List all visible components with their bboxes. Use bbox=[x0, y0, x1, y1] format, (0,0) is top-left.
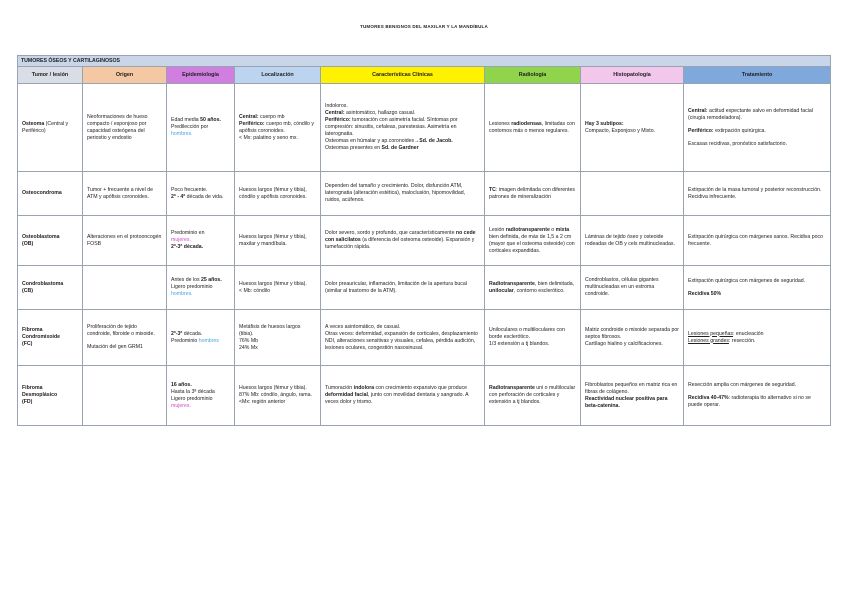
clinica-cell bbox=[321, 84, 485, 172]
trat-text: : resección. bbox=[728, 337, 756, 344]
clin-text: asintomático, hallazgo casual. bbox=[344, 110, 416, 116]
epi-highlight: hombres. bbox=[171, 131, 193, 137]
trat-text: extirpación quirúrgica. bbox=[713, 127, 766, 134]
histopatologia-cell bbox=[581, 310, 684, 366]
origen-cell bbox=[83, 266, 167, 310]
table-row bbox=[18, 310, 831, 366]
table-row bbox=[18, 266, 831, 310]
rad-text: uni o multilocular con perforación de corticales y extensión a tj blandos. bbox=[489, 385, 576, 405]
localizacion-cell bbox=[235, 310, 321, 366]
clin-text: Otras veces: deformidad, expansión de corticales, desplazamiento NDI, alteraciones sensitivas y visuales, cefalea, pérdida audición, lesiones oculares, congestión nasosinusal. bbox=[325, 330, 478, 351]
histopatologia-cell bbox=[581, 84, 684, 172]
table-row bbox=[18, 172, 831, 216]
clin-text: tumoración con asimetría facial. Síntomas por compresión: sinusitis, cefaleas, parestesias. Asimetría en laterognatia. bbox=[325, 117, 458, 137]
epidemiologia-cell bbox=[167, 366, 235, 426]
rad-bold: Radiotransparente bbox=[489, 385, 535, 391]
trat-text: : radioterapia tto alternativo si no se puede operar. bbox=[688, 395, 811, 408]
epidemiologia-cell bbox=[167, 216, 235, 266]
clin-text: Tumoración bbox=[325, 385, 354, 391]
epi-highlight: hombres. bbox=[171, 291, 193, 297]
localizacion-cell: Huesos largos (fémur y tibia), cóndilo y apófisis coronoides. bbox=[235, 172, 321, 216]
histopatologia-cell bbox=[581, 172, 684, 216]
clin-bold: indolora bbox=[353, 385, 375, 391]
column-header-radiologia: Radiología bbox=[485, 67, 581, 84]
clinica-cell: Dolor preauricular, inflamación, limitación de la apertura bucal (similar al trastorno de la ATM). bbox=[321, 266, 485, 310]
rad-text: , bien delimitada, bbox=[534, 280, 575, 287]
epidemiologia-cell bbox=[167, 172, 235, 216]
epi-text: Hasta la 3ª década bbox=[171, 388, 215, 395]
epidemiologia-cell bbox=[167, 84, 235, 172]
histo-bold: Hay 3 subtipos: bbox=[585, 120, 624, 127]
clin-bold: Sd. de Gardner bbox=[381, 145, 419, 151]
epi-highlight: hombres bbox=[198, 337, 219, 344]
tumor-name: Fibroma Condromixoide bbox=[22, 327, 61, 340]
histopatologia-cell: Láminas de tejido óseo y osteoide rodeadas de OB y cels multinucleadas. bbox=[581, 216, 684, 266]
radiologia-cell bbox=[485, 172, 581, 216]
column-header-tratamiento: Tratamiento bbox=[684, 67, 831, 84]
epi-text: década de vida. bbox=[185, 193, 224, 200]
clin-bold: Central: bbox=[325, 110, 345, 116]
rad-bold: mixta bbox=[555, 226, 570, 233]
trat-bold: Central: bbox=[688, 107, 708, 114]
origen-cell: Tumor + frecuente a nivel de ATM y apófisis coronoides. bbox=[83, 172, 167, 216]
radiologia-cell bbox=[485, 216, 581, 266]
origen-cell bbox=[83, 310, 167, 366]
epi-bold: 16 años. bbox=[171, 381, 192, 388]
histo-text: Compacto, Esponjoso y Mixto. bbox=[585, 127, 656, 134]
epi-highlight: mujeres. bbox=[171, 402, 191, 409]
clin-bold: Sd. de Jacob. bbox=[419, 138, 453, 144]
epi-text: Poco frecuente. bbox=[171, 186, 208, 193]
rad-bold: Radiotransparente bbox=[489, 280, 535, 287]
rad-text: Uniloculares o multiloculares con borde esclerótico. bbox=[489, 327, 565, 340]
epi-text: Predominio en bbox=[171, 230, 205, 236]
tumor-name-cell bbox=[18, 84, 83, 172]
tumor-name: Osteoma bbox=[22, 120, 45, 127]
rad-text: 1/3 extensión a tj blandos. bbox=[489, 341, 550, 347]
clinica-cell bbox=[321, 366, 485, 426]
loc-bold: Central: bbox=[239, 113, 259, 120]
loc-text: 87% Mb: cóndilo, ángulo, rama. bbox=[239, 392, 312, 398]
localizacion-cell bbox=[235, 266, 321, 310]
epi-bold: 2ª-3ª década. bbox=[171, 244, 204, 250]
localizacion-cell bbox=[235, 84, 321, 172]
trat-text: actitud expectante salvo en deformidad facial (cirugía remodeladora). bbox=[688, 107, 813, 121]
table-row bbox=[18, 216, 831, 266]
table-row bbox=[18, 84, 831, 172]
trat-underline: Lesiones grandes bbox=[688, 337, 729, 344]
column-header-origen: Origen bbox=[83, 67, 167, 84]
trat-bold: Periférico: bbox=[688, 127, 714, 134]
column-header-localizacion: Localización bbox=[235, 67, 321, 84]
origen-cell bbox=[83, 366, 167, 426]
tumor-table bbox=[17, 55, 831, 426]
tratamiento-cell bbox=[684, 84, 831, 172]
loc-text: cuerpo mb, cóndilo y apófisis coronoides. bbox=[239, 120, 314, 134]
histo-text: Cartílago hialino y calcificaciones. bbox=[585, 341, 663, 347]
tumor-name-cell bbox=[18, 366, 83, 426]
epi-highlight: mujeres. bbox=[171, 237, 191, 243]
localizacion-cell: Huesos largos (fémur y tibia), maxilar y mandíbula. bbox=[235, 216, 321, 266]
origen-text: Proliferación de tejido condroide, fibroide o mixoide. bbox=[87, 324, 155, 337]
tratamiento-cell: Extirpación de la masa tumoral y posterior reconstrucción. Recidiva infrecuente. bbox=[684, 172, 831, 216]
loc-text: < Mx: palatino y seno mx. bbox=[239, 134, 298, 141]
epi-text: década. bbox=[182, 330, 203, 337]
epi-bold: 50 años. bbox=[200, 117, 221, 123]
section-row bbox=[18, 56, 831, 67]
tumor-name: Fibroma Desmoplásico bbox=[22, 385, 58, 398]
epi-text: Predilección por bbox=[171, 124, 209, 130]
tumor-name-sub: (Central y Periférico) bbox=[22, 120, 69, 134]
epi-text: Antes de los bbox=[171, 277, 201, 283]
origen-cell: Alteraciones en el protooncogén FOSB bbox=[83, 216, 167, 266]
rad-bold: radiotransparente bbox=[505, 226, 550, 233]
clin-text: Osteomas presentes en bbox=[325, 145, 382, 151]
epi-text: Predominio bbox=[171, 337, 199, 344]
epi-bold: 2ª-3ª bbox=[171, 330, 183, 337]
column-header-histopatologia: Histopatología bbox=[581, 67, 684, 84]
loc-text: Huesos largos (fémur y tibia). bbox=[239, 385, 307, 391]
rad-bold: unilocular bbox=[489, 287, 514, 294]
clin-text: Dolor severo, sordo y profundo, que característicamente bbox=[325, 230, 456, 236]
loc-text: <Mx: región anterior bbox=[239, 399, 286, 405]
radiologia-cell bbox=[485, 266, 581, 310]
epidemiologia-cell bbox=[167, 266, 235, 310]
loc-bold: Periférico: bbox=[239, 120, 265, 127]
tumor-name: Condroblastoma bbox=[22, 280, 64, 287]
tratamiento-cell bbox=[684, 310, 831, 366]
clin-text: Osteomas en húmalar y ap.coronoides→ bbox=[325, 138, 420, 144]
tratamiento-cell: Extirpación quirúrgica con márgenes sanos. Recidiva poco frecuente. bbox=[684, 216, 831, 266]
origen-cell: Neoformaciones de hueso compacto / esponjoso por capacidad osteógena del periostio y endostio bbox=[83, 84, 167, 172]
trat-underline: Lesiones pequeñas bbox=[688, 330, 733, 337]
clin-bold: no cede con salicilatos bbox=[325, 230, 476, 243]
rad-text: Lesión bbox=[489, 226, 506, 233]
loc-text: cuerpo mb bbox=[258, 113, 285, 120]
tumor-name-cell bbox=[18, 266, 83, 310]
rad-text: : imagen delimitada con diferentes patrones de mineralización bbox=[489, 186, 575, 200]
radiologia-cell bbox=[485, 366, 581, 426]
rad-bold: TC bbox=[489, 186, 496, 193]
clinica-cell: Dependen del tamaño y crecimiento. Dolor, disfunción ATM, laterognatia (alteración estética), maloclusión, hipomovilidad, ruidos, acúfenos. bbox=[321, 172, 485, 216]
epi-bold: 2ª - 4ª bbox=[171, 193, 186, 200]
clin-bold: deformidad facial bbox=[325, 392, 368, 398]
loc-text: 24% Mx bbox=[239, 344, 258, 351]
rad-text: , contorno esclerótico. bbox=[513, 287, 565, 294]
tratamiento-cell bbox=[684, 266, 831, 310]
tumor-name-cell bbox=[18, 216, 83, 266]
tumor-name-sub: (FD) bbox=[22, 399, 33, 405]
localizacion-cell bbox=[235, 366, 321, 426]
trat-text: : enucleación bbox=[733, 330, 764, 337]
histo-text: Matriz condroide o mixoide separada por septos fibrosos. bbox=[585, 327, 680, 340]
histo-bold: Reactividad nuclear positiva para beta-catenina. bbox=[585, 395, 668, 409]
rad-text: o bbox=[549, 226, 556, 233]
clin-text: A veces asintomático, de casual. bbox=[325, 323, 401, 330]
tumor-name: Osteoblastoma bbox=[22, 233, 60, 240]
histopatologia-cell: Condroblastos, células gigantes multinucleadas en un estroma condroide. bbox=[581, 266, 684, 310]
column-header-tumor: Tumor / lesión bbox=[18, 67, 83, 84]
column-header-epidemiologia: Epidemiología bbox=[167, 67, 235, 84]
trat-text: Escasas recidivas, pronóstico satisfactorio. bbox=[688, 140, 787, 147]
rad-text: Lesiones bbox=[489, 120, 512, 127]
clin-text: (a diferencia del osteoma osteoide). Expansión y tumefacción rápida. bbox=[325, 237, 475, 250]
tumor-name-cell bbox=[18, 172, 83, 216]
histopatologia-cell bbox=[581, 366, 684, 426]
epidemiologia-cell bbox=[167, 310, 235, 366]
section-title: TUMORES ÓSEOS Y CARTILAGINOSOS bbox=[18, 56, 831, 67]
trat-text: Extirpación quirúrgica con márgenes de seguridad. bbox=[688, 277, 806, 284]
clin-text: , junto con movilidad dentaria y sangrado. A veces dolor y trismo. bbox=[325, 392, 469, 405]
header-row bbox=[18, 67, 831, 84]
rad-bold: radiodensas bbox=[511, 120, 542, 127]
tumor-name-sub: (FC) bbox=[22, 341, 33, 347]
trat-bold: Recidiva 40-47% bbox=[688, 395, 729, 401]
tumor-name-cell bbox=[18, 310, 83, 366]
loc-text: < Mb: cóndilo bbox=[239, 287, 270, 294]
rad-text: bien definida, de más de 1,5 a 2 cm (mayor que el osteoma osteoide) con corticales expandidas. bbox=[489, 233, 575, 254]
tumor-name-sub: (OB) bbox=[22, 240, 34, 247]
loc-text: Huesos largos (fémur y tibia). bbox=[239, 280, 307, 287]
tumor-name: Osteocondroma bbox=[22, 190, 62, 196]
loc-text: Metáfisis de huesos largos (tibia). bbox=[239, 323, 301, 337]
table-row bbox=[18, 366, 831, 426]
loc-text: 76% Mb bbox=[239, 337, 259, 344]
tratamiento-cell bbox=[684, 366, 831, 426]
epi-text: Ligero predominio bbox=[171, 395, 213, 402]
trat-bold: Recidiva 50% bbox=[688, 290, 722, 297]
clin-bold: Periférico: bbox=[325, 117, 351, 123]
radiologia-cell bbox=[485, 84, 581, 172]
radiologia-cell bbox=[485, 310, 581, 366]
tumor-name-sub: (CB) bbox=[22, 287, 33, 294]
clinica-cell bbox=[321, 216, 485, 266]
rad-text: , limitadas con contornos más o menos regulares. bbox=[489, 120, 575, 134]
column-header-clinica: Características Clínicas bbox=[321, 67, 485, 84]
origen-text: Mutación del gen GRM1 bbox=[87, 344, 143, 350]
epi-text: Ligero predominio bbox=[171, 284, 213, 290]
epi-text: Edad media bbox=[171, 117, 201, 123]
clin-text: Indoloros. bbox=[325, 103, 348, 109]
document-title: TUMORES BENIGNOS DEL MAXILAR Y LA MANDÍBULA bbox=[360, 24, 488, 29]
trat-text: Resección amplia con márgenes de seguridad. bbox=[688, 382, 797, 388]
clinica-cell bbox=[321, 310, 485, 366]
epi-bold: 25 años. bbox=[201, 277, 222, 283]
histo-text: Fibroblastos pequeños en matriz rica en fibras de colágeno. bbox=[585, 381, 678, 395]
clin-text: con crecimiento expansivo que produce bbox=[374, 385, 467, 391]
